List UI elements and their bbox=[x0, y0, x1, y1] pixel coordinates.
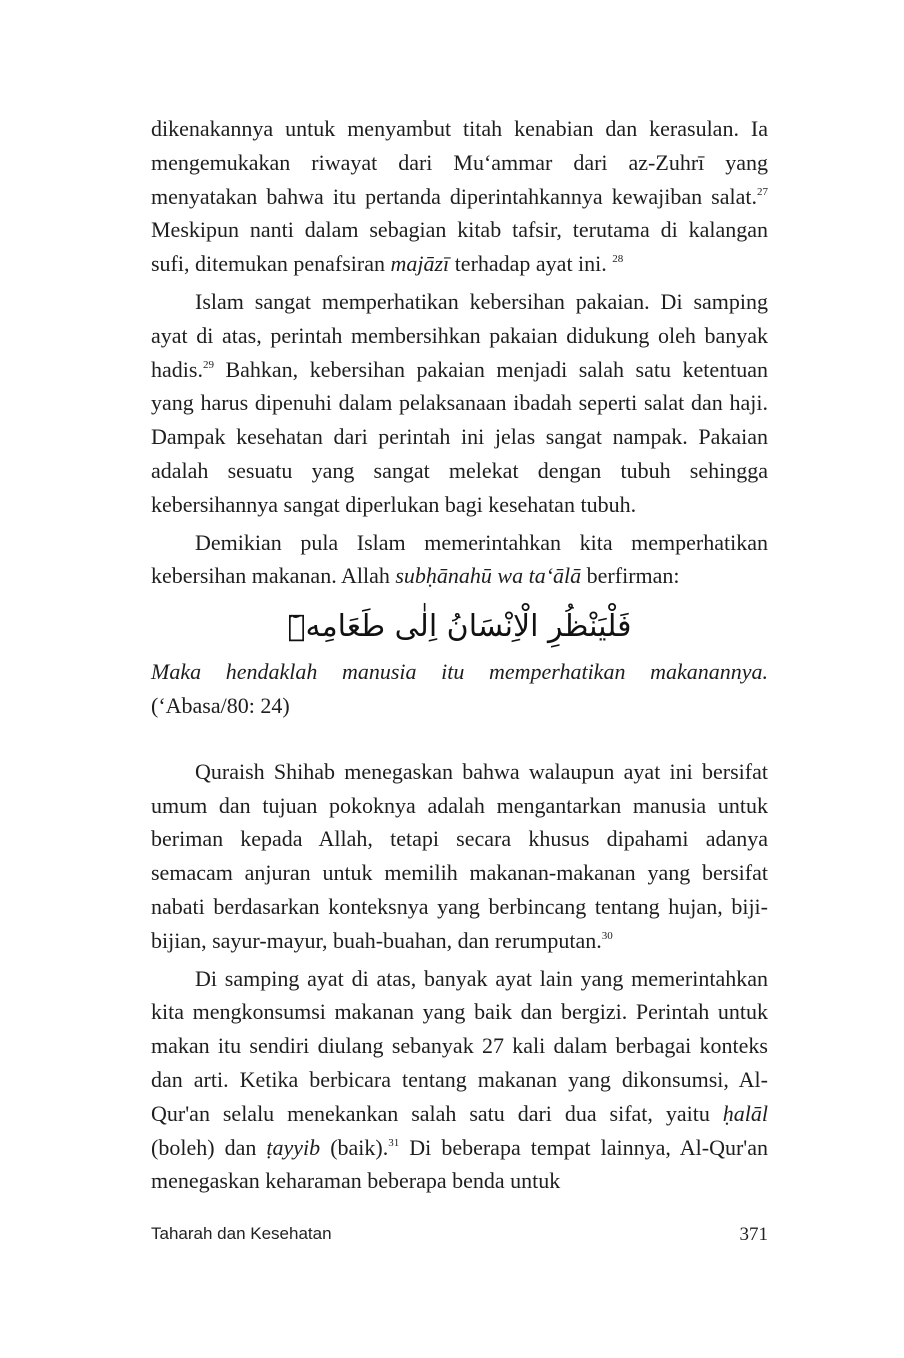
italic-term: majāzī bbox=[390, 251, 450, 277]
body-text-after-quote bbox=[151, 755, 768, 1198]
italic-term: ḥalāl bbox=[722, 1100, 768, 1126]
paragraph bbox=[151, 755, 768, 958]
paragraph bbox=[151, 112, 768, 281]
footnote-ref: 31 bbox=[388, 1136, 400, 1149]
text-run: Meskipun nanti dalam sebagian kitab tafsir, terutama di kalangan sufi, ditemukan penafsiran bbox=[151, 217, 768, 277]
verse-translation-text: Maka hendaklah manusia itu memperhatikan makanannya. bbox=[151, 659, 768, 685]
paragraph bbox=[151, 285, 768, 522]
italic-term: subḥānahū wa ta‘ālā bbox=[395, 563, 582, 589]
text-run: dikenakannya untuk menyambut titah kenabian dan kerasulan. Ia mengemukakan riwayat dari Mu‘ammar dari az-Zuhrī yang menyatakan bahwa itu pertanda diperintahkannya kewajiban salat. bbox=[151, 116, 768, 209]
page-footer bbox=[151, 1224, 768, 1248]
footnote-ref: 29 bbox=[202, 358, 214, 371]
italic-term: ṭayyib bbox=[266, 1134, 321, 1160]
text-run: Di samping ayat di atas, banyak ayat lain yang memerintahkan kita mengkonsumsi makanan yang baik dan bergizi. Perintah untuk makan itu sendiri diulang sebanyak 27 kali dalam berbagai konteks dan arti. Ketika berbicara tentang makanan yang dikonsumsi, Al-Qur'an selalu menekankan salah satu dari dua sifat, yaitu bbox=[151, 965, 768, 1126]
running-footer-title: Taharah dan Kesehatan bbox=[151, 1224, 332, 1243]
text-run: terhadap ayat ini. bbox=[449, 251, 613, 277]
text-run: Bahkan, kebersihan pakaian menjadi salah satu ketentuan yang harus dipenuhi dalam pelaksanaan ibadah seperti salat dan haji. Dampak kesehatan dari perintah ini jelas sangat nampak. Pakaian adalah sesuatu yang sangat melekat dengan tubuh sehingga kebersihannya sangat diperlukan bagi kesehatan tubuh. bbox=[151, 356, 768, 517]
paragraph bbox=[151, 526, 768, 594]
text-run: Demikian pula Islam memerintahkan kita memperhatikan kebersihan makanan. Allah bbox=[151, 529, 768, 589]
text-run: berfirman: bbox=[581, 563, 680, 589]
text-run: (boleh) dan bbox=[151, 1134, 267, 1160]
footnote-ref: 30 bbox=[601, 929, 613, 942]
paragraph bbox=[151, 962, 768, 1199]
text-run: Islam sangat memperhatikan kebersihan pakaian. Di samping ayat di atas, perintah membersihkan pakaian didukung oleh banyak hadis. bbox=[151, 288, 768, 382]
footnote-ref: 27 bbox=[757, 185, 768, 198]
text-run: Di beberapa tempat lainnya, Al-Qur'an menegaskan keharaman beberapa benda untuk bbox=[151, 1134, 769, 1194]
page-body bbox=[151, 112, 768, 1198]
verse-reference: (‘Abasa/80: 24) bbox=[151, 692, 290, 718]
body-text-before-quote bbox=[151, 112, 768, 593]
verse-translation bbox=[151, 655, 768, 723]
page-number: 371 bbox=[739, 1224, 768, 1245]
text-run: (baik). bbox=[320, 1134, 389, 1160]
text-run: Quraish Shihab menegaskan bahwa walaupun ayat ini bersifat umum dan tujuan pokoknya adalah mengantarkan manusia untuk beriman kepada Allah, tetapi secara khusus dipahami adanya semacam anjuran untuk memilih makanan-makanan yang bersifat nabati berdasarkan konteksnya yang berbincang tentang hujan, biji-bijian, sayur-mayur, buah-buahan, dan rerumputan. bbox=[151, 758, 768, 953]
quran-verse-arabic: فَلْيَنْظُرِ الْاِنْسَانُ اِلٰى طَعَامِهٖٓ bbox=[287, 609, 632, 645]
footnote-ref: 28 bbox=[612, 253, 624, 266]
